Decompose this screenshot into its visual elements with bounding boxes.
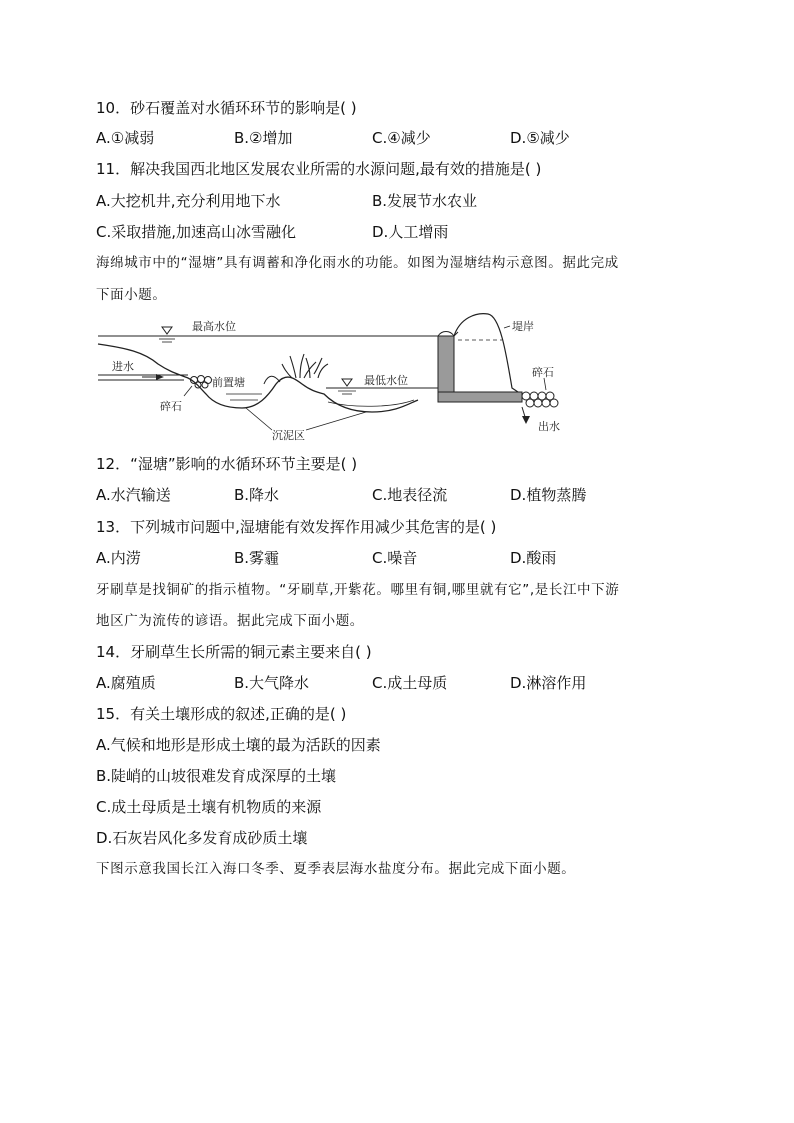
- max-level-label: 最高水位: [192, 320, 236, 333]
- q10-stem: 10．砂石覆盖对水循环环节的影响是( ): [96, 99, 357, 117]
- passage3-line1: 下图示意我国长江入海口冬季、夏季表层海水盐度分布。据此完成下面小题。: [96, 861, 576, 877]
- q11-option-d: D.人工增雨: [372, 223, 449, 241]
- forebay-label: 前置塘: [212, 376, 245, 389]
- q14-option-a: A.腐殖质: [96, 674, 156, 692]
- q12-option-b: B.降水: [234, 486, 280, 504]
- outflow-label: 出水: [538, 420, 560, 433]
- embankment: [454, 314, 518, 392]
- max-level-marker: [162, 327, 172, 334]
- q11-option-b: B.发展节水农业: [372, 192, 478, 210]
- passage2-line2: 地区广为流传的谚语。据此完成下面小题。: [96, 613, 364, 629]
- q13-option-a: A.内涝: [96, 549, 141, 567]
- min-level-marker: [342, 379, 352, 386]
- passage1-line1: 海绵城市中的“湿塘”具有调蓄和净化雨水的功能。如图为湿塘结构示意图。据此完成: [96, 255, 619, 271]
- q13-stem: 13．下列城市问题中,湿塘能有效发挥作用减少其危害的是( ): [96, 518, 497, 536]
- outlet-pipe: [438, 392, 522, 402]
- q14-option-c: C.成土母质: [372, 674, 448, 692]
- q12-option-d: D.植物蒸腾: [510, 486, 587, 504]
- q12-option-c: C.地表径流: [372, 486, 448, 504]
- q12-stem: 12．“湿塘”影响的水循环环节主要是( ): [96, 455, 358, 473]
- q11-stem: 11．解决我国西北地区发展农业所需的水源问题,最有效的措施是( ): [96, 160, 542, 178]
- q14-option-d: D.淋溶作用: [510, 674, 587, 692]
- q15-option-d: D.石灰岩风化多发育成砂质土壤: [96, 829, 308, 847]
- gravel-left-label: 碎石: [160, 400, 182, 413]
- passage1-line2: 下面小题。: [96, 287, 167, 303]
- outlet-wall: [438, 336, 454, 398]
- q13-option-c: C.噪音: [372, 549, 418, 567]
- wet-pond-diagram: [96, 312, 716, 442]
- q15-option-b: B.陡峭的山坡很难发育成深厚的土壤: [96, 767, 337, 785]
- inflow-label: 进水: [112, 360, 134, 373]
- q13-option-b: B.雾霾: [234, 549, 280, 567]
- q11-option-c: C.采取措施,加速高山冰雪融化: [96, 223, 297, 241]
- q14-option-b: B.大气降水: [234, 674, 310, 692]
- q15-stem: 15．有关土壤形成的叙述,正确的是( ): [96, 705, 347, 723]
- q12-option-a: A.水汽输送: [96, 486, 171, 504]
- q13-option-d: D.酸雨: [510, 549, 557, 567]
- q14-stem: 14．牙刷草生长所需的铜元素主要来自( ): [96, 643, 372, 661]
- q15-option-a: A.气候和地形是形成土壤的最为活跃的因素: [96, 736, 381, 754]
- q10-option-a: A.①减弱: [96, 129, 155, 147]
- q11-option-a: A.大挖机井,充分利用地下水: [96, 192, 281, 210]
- q15-option-c: C.成土母质是土壤有机物质的来源: [96, 798, 322, 816]
- min-level-label: 最低水位: [364, 374, 408, 387]
- plants: [282, 354, 328, 378]
- gravel-right-label: 碎石: [532, 366, 554, 379]
- sediment-label: 沉泥区: [272, 429, 305, 442]
- embankment-label: 堤岸: [512, 320, 534, 333]
- q10-option-b: B.②增加: [234, 129, 293, 147]
- passage2-line1: 牙刷草是找铜矿的指示植物。“牙刷草,开紫花。哪里有铜,哪里就有它”,是长江中下游: [96, 582, 620, 598]
- gravel-right: [522, 392, 558, 407]
- q10-option-c: C.④减少: [372, 129, 431, 147]
- q10-option-d: D.⑤减少: [510, 129, 570, 147]
